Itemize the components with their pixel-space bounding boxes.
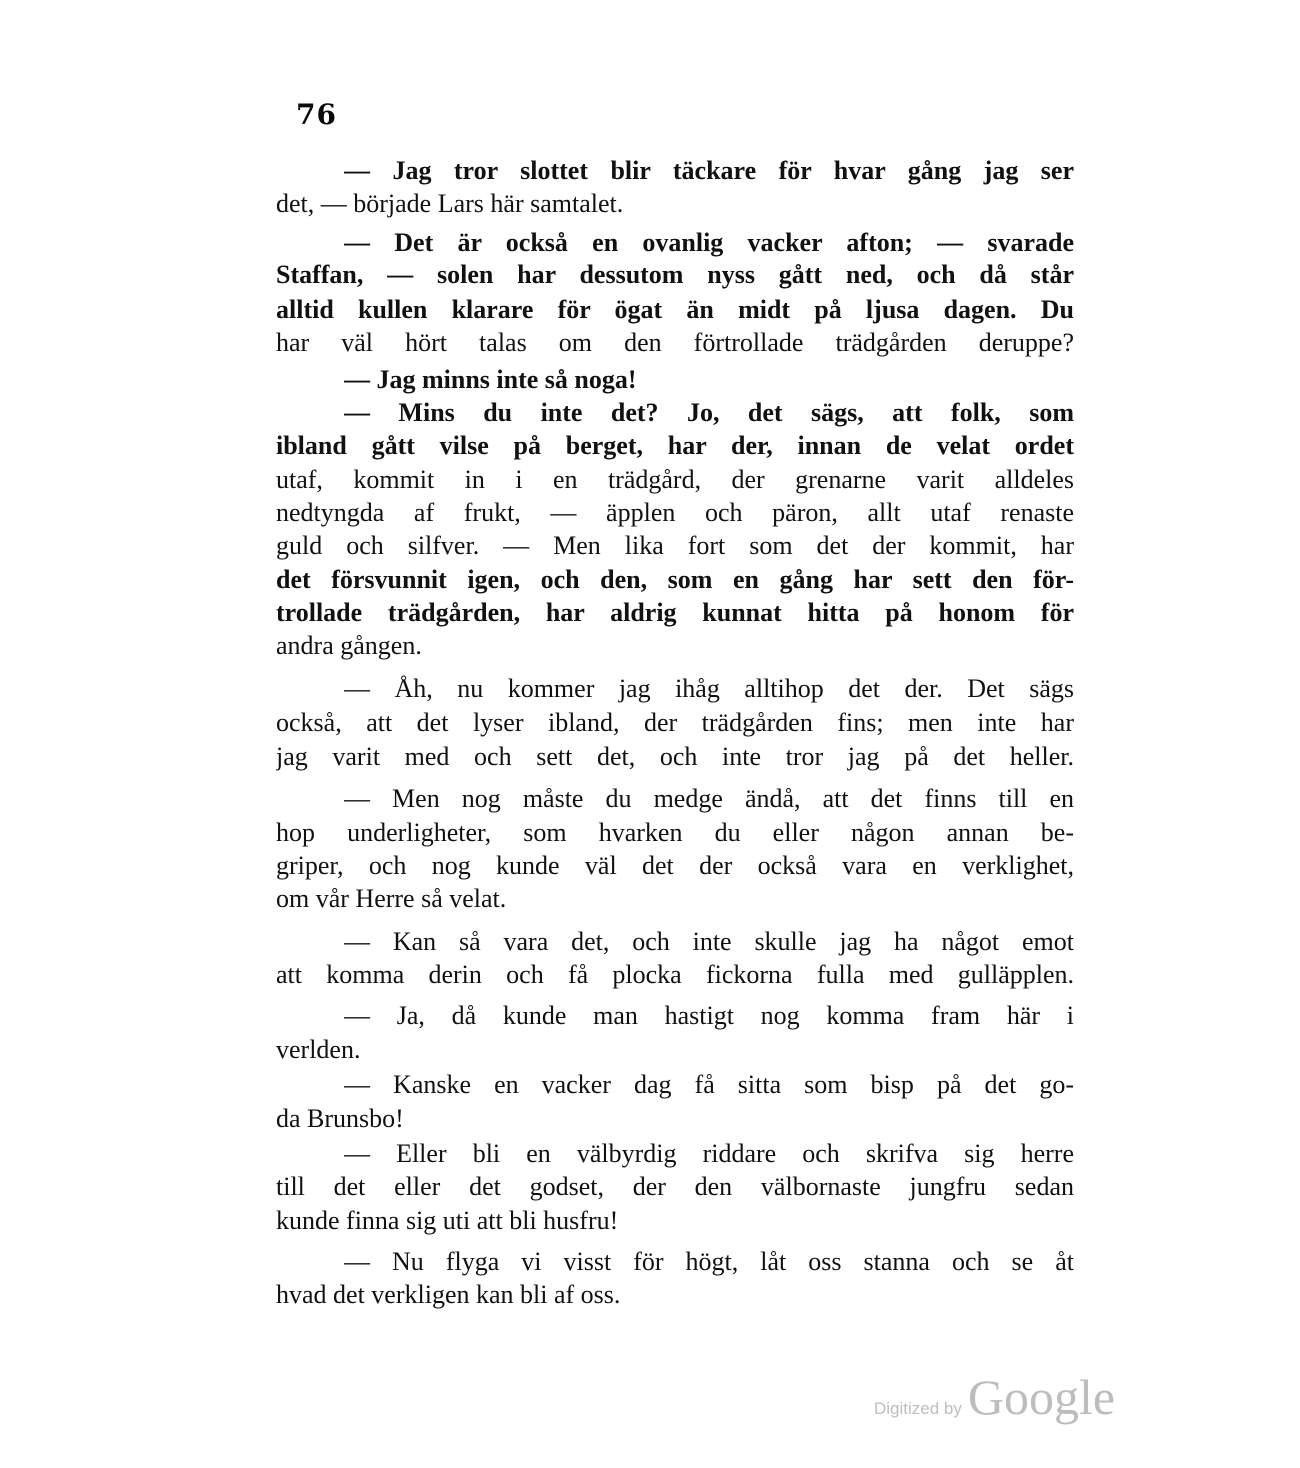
text-line: det försvunnit igen, och den, som en gång har sett den för-: [276, 565, 1074, 594]
text-line: — Mins du inte det? Jo, det sägs, att folk, som: [344, 398, 1074, 427]
text-line: andra gången.: [276, 631, 422, 660]
text-line: har väl hört talas om den förtrollade trädgården deruppe?: [276, 328, 1074, 357]
text-line: — Kanske en vacker dag få sitta som bisp på det go-: [344, 1070, 1074, 1099]
text-line: — Jag tror slottet blir täckare för hvar gång jag ser: [344, 156, 1074, 185]
text-line: utaf, kommit in i en trädgård, der grenarne varit alldeles: [276, 465, 1074, 494]
text-line: griper, och nog kunde väl det der också vara en verklighet,: [276, 851, 1074, 880]
google-logo: Google: [967, 1369, 1116, 1425]
text-line: — Kan så vara det, och inte skulle jag ha något emot: [344, 927, 1074, 956]
digitized-watermark: [874, 1368, 1115, 1432]
text-line: trollade trädgården, har aldrig kunnat hitta på honom för: [276, 598, 1074, 627]
text-line: — Nu flyga vi visst för högt, låt oss stanna och se åt: [344, 1247, 1074, 1276]
page-number: 76: [296, 98, 337, 131]
text-line: alltid kullen klarare för ögat än midt på ljusa dagen. Du: [276, 295, 1074, 324]
text-line: — Jag minns inte så noga!: [344, 365, 637, 394]
text-line: — Eller bli en välbyrdig riddare och skrifva sig herre: [344, 1139, 1074, 1168]
text-line: — Men nog måste du medge ändå, att det finns till en: [344, 784, 1074, 813]
text-line: Staffan, — solen har dessutom nyss gått ned, och då står: [276, 260, 1074, 289]
text-line: hvad det verkligen kan bli af oss.: [276, 1280, 621, 1309]
text-line: hop underligheter, som hvarken du eller någon annan be-: [276, 818, 1074, 847]
text-line: — Åh, nu kommer jag ihåg alltihop det der. Det sägs: [344, 674, 1074, 703]
text-line: kunde finna sig uti att bli husfru!: [276, 1206, 619, 1235]
text-line: — Ja, då kunde man hastigt nog komma fram här i: [344, 1001, 1074, 1030]
watermark-prefix: Digitized by: [874, 1399, 962, 1418]
text-line: till det eller det godset, der den välbornaste jungfru sedan: [276, 1172, 1074, 1201]
text-line: verlden.: [276, 1035, 361, 1064]
text-line: da Brunsbo!: [276, 1104, 404, 1133]
text-line: jag varit med och sett det, och inte tror jag på det heller.: [276, 742, 1074, 771]
text-line: också, att det lyser ibland, der trädgården fins; men inte har: [276, 708, 1074, 737]
text-line: om vår Herre så velat.: [276, 884, 507, 913]
text-line: det, — började Lars här samtalet.: [276, 189, 624, 218]
text-line: — Det är också en ovanlig vacker afton; — svarade: [344, 228, 1074, 257]
text-line: ibland gått vilse på berget, har der, innan de velat ordet: [276, 431, 1074, 460]
text-line: nedtyngda af frukt, — äpplen och päron, allt utaf renaste: [276, 498, 1074, 527]
text-line: guld och silfver. — Men lika fort som det der kommit, har: [276, 531, 1074, 560]
text-line: att komma derin och få plocka fickorna fulla med gulläpplen.: [276, 960, 1074, 989]
